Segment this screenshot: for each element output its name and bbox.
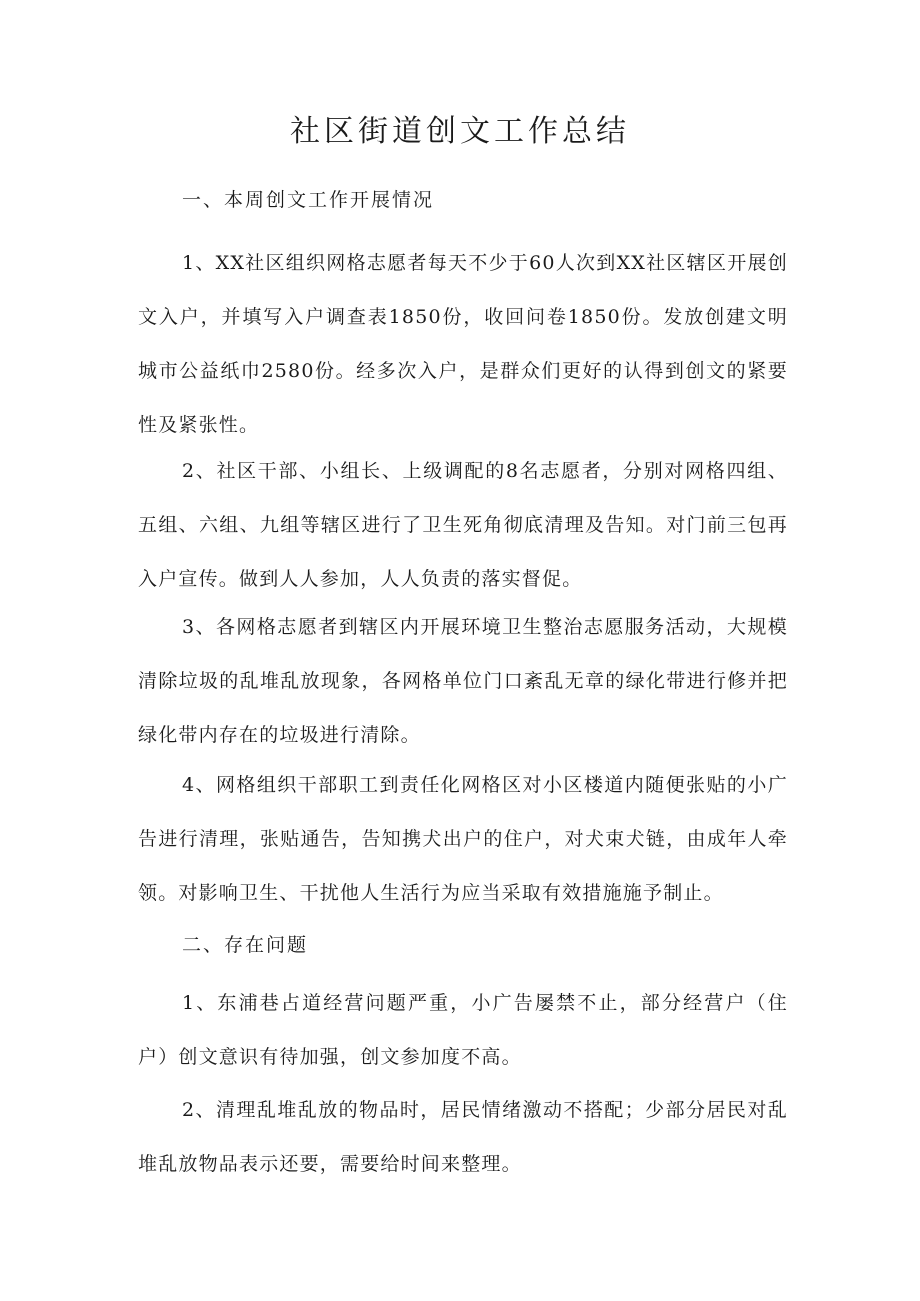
problem-item-1: 1、东浦巷占道经营问题严重，小广告屡禁不止，部分经营户（住户）创文意识有待加强，创文参加度不高。 xyxy=(138,992,788,1068)
paragraph-item-1: 1、XX社区组织网格志愿者每天不少于60人次到XX社区辖区开展创文入户，并填写入户调查表1850份，收回问卷1850份。发放创建文明城市公益纸巾2580份。经多次入户，是群众们更好的认得到创文的紧要性及紧张性。 xyxy=(138,252,788,436)
problem-item-2: 2、清理乱堆乱放的物品时，居民情绪激动不搭配；少部分居民对乱堆乱放物品表示还要，需要给时间来整理。 xyxy=(138,1099,788,1175)
paragraph-item-4: 4、网格组织干部职工到责任化网格区对小区楼道内随便张贴的小广告进行清理，张贴通告，告知携犬出户的住户，对犬束犬链，由成年人牵领。对影响卫生、干扰他人生活行为应当采取有效措施施予制止。 xyxy=(138,774,788,904)
section-heading-work-progress: 一、本周创文工作开展情况 xyxy=(182,189,435,211)
section-heading-problems: 二、存在问题 xyxy=(182,934,309,956)
paragraph-item-2: 2、社区干部、小组长、上级调配的8名志愿者，分别对网格四组、五组、六组、九组等辖区进行了卫生死角彻底清理及告知。对门前三包再入户宣传。做到人人参加，人人负责的落实督促。 xyxy=(138,460,788,590)
document-title: 社区街道创文工作总结 xyxy=(290,114,630,149)
paragraph-item-3: 3、各网格志愿者到辖区内开展环境卫生整治志愿服务活动，大规模清除垃圾的乱堆乱放现象，各网格单位门口紊乱无章的绿化带进行修并把绿化带内存在的垃圾进行清除。 xyxy=(138,616,788,746)
